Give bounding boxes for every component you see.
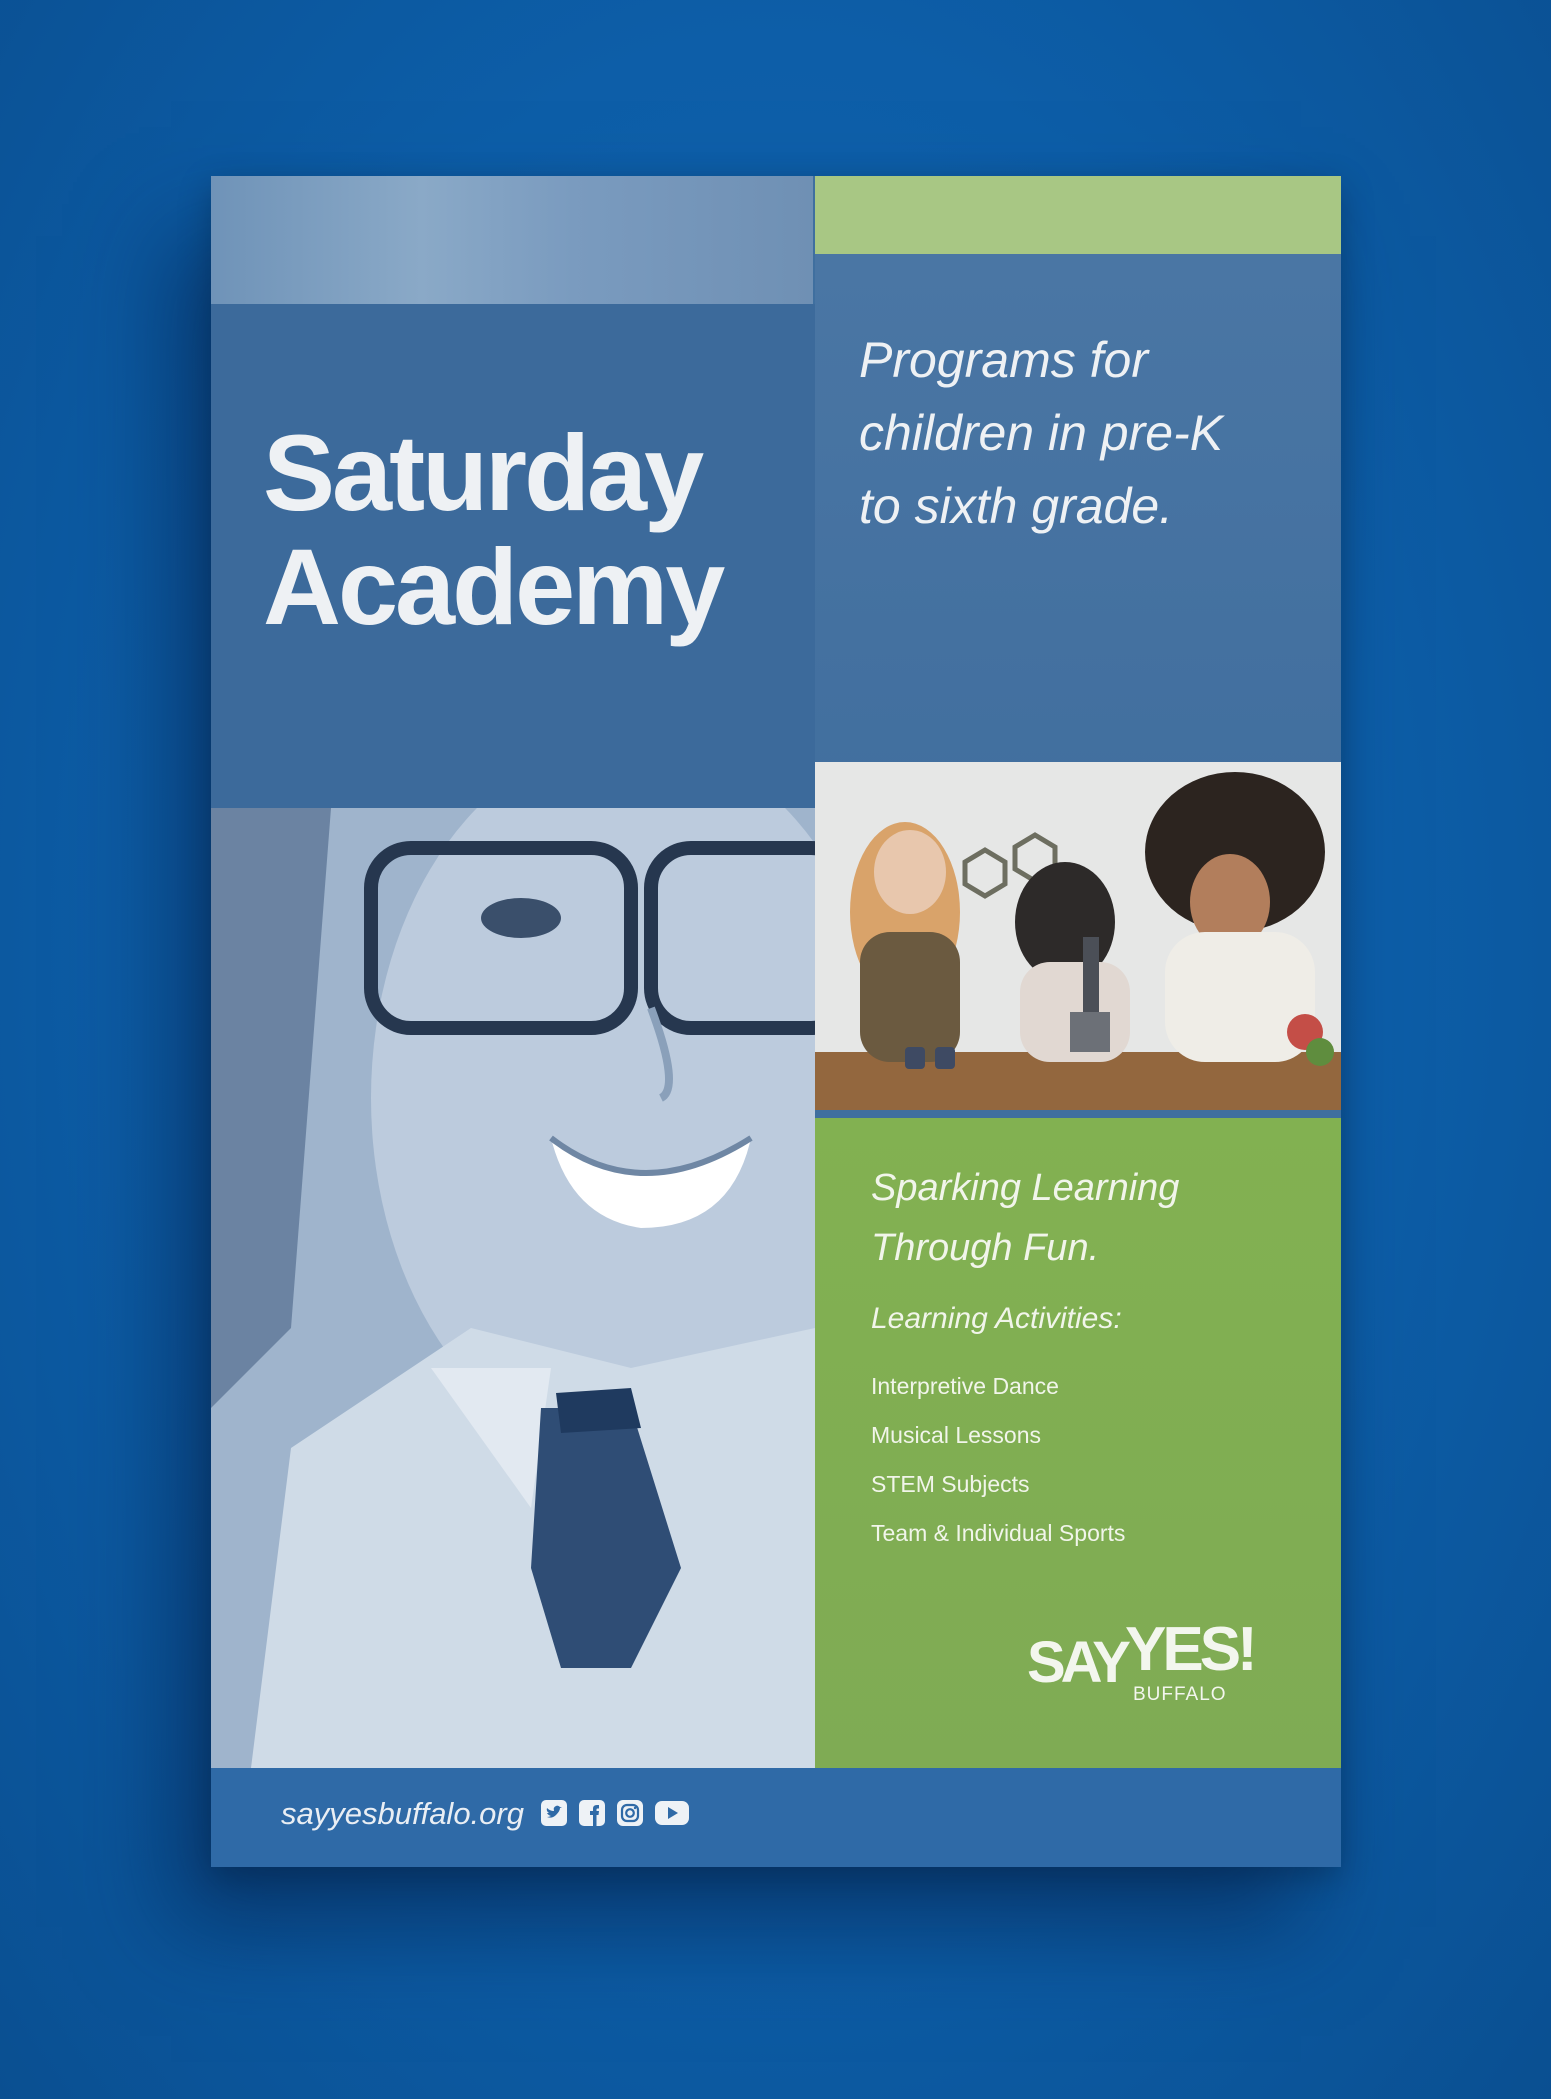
top-photo-strip bbox=[211, 176, 813, 304]
sparking-line-1: Sparking Learning bbox=[871, 1167, 1180, 1209]
svg-text:BUFFALO: BUFFALO bbox=[1133, 1684, 1227, 1705]
activity-item: Team & Individual Sports bbox=[871, 1520, 1126, 1546]
tagline-line-2: children in pre-K bbox=[859, 405, 1224, 461]
activities-list bbox=[871, 1362, 1125, 1558]
title-line-1: Saturday bbox=[263, 412, 702, 533]
website-link[interactable]: sayyesbuffalo.org bbox=[281, 1796, 524, 1831]
activity-item: Musical Lessons bbox=[871, 1422, 1042, 1448]
facebook-icon[interactable] bbox=[579, 1800, 605, 1826]
activities-heading: Learning Activities: bbox=[871, 1302, 1122, 1335]
svg-text:SAY: SAY bbox=[1027, 1630, 1126, 1695]
main-title bbox=[263, 412, 723, 647]
student-portrait-illustration bbox=[211, 808, 815, 1768]
youtube-icon[interactable] bbox=[655, 1800, 689, 1826]
student-portrait-photo bbox=[211, 808, 815, 1768]
svg-text:YES!: YES! bbox=[1125, 1618, 1254, 1684]
instagram-icon[interactable] bbox=[617, 1800, 643, 1826]
tagline-line-3: to sixth grade. bbox=[859, 478, 1174, 534]
say-yes-buffalo-logo bbox=[1027, 1618, 1267, 1708]
activity-item: Interpretive Dance bbox=[871, 1373, 1059, 1399]
activities-panel bbox=[815, 1118, 1341, 1768]
poster bbox=[211, 176, 1341, 1867]
social-icons bbox=[541, 1800, 689, 1826]
twitter-icon[interactable] bbox=[541, 1800, 567, 1826]
children-microscope-photo bbox=[815, 762, 1341, 1110]
footer-bar bbox=[211, 1768, 1341, 1867]
sparking-headline bbox=[871, 1158, 1179, 1278]
title-line-2: Academy bbox=[263, 526, 723, 647]
tagline-line-1: Programs for bbox=[859, 332, 1148, 388]
children-microscope-illustration bbox=[815, 762, 1341, 1110]
sparking-line-2: Through Fun. bbox=[871, 1227, 1100, 1269]
green-accent-bar bbox=[815, 176, 1341, 254]
activity-item: STEM Subjects bbox=[871, 1471, 1030, 1497]
tagline bbox=[859, 324, 1299, 543]
